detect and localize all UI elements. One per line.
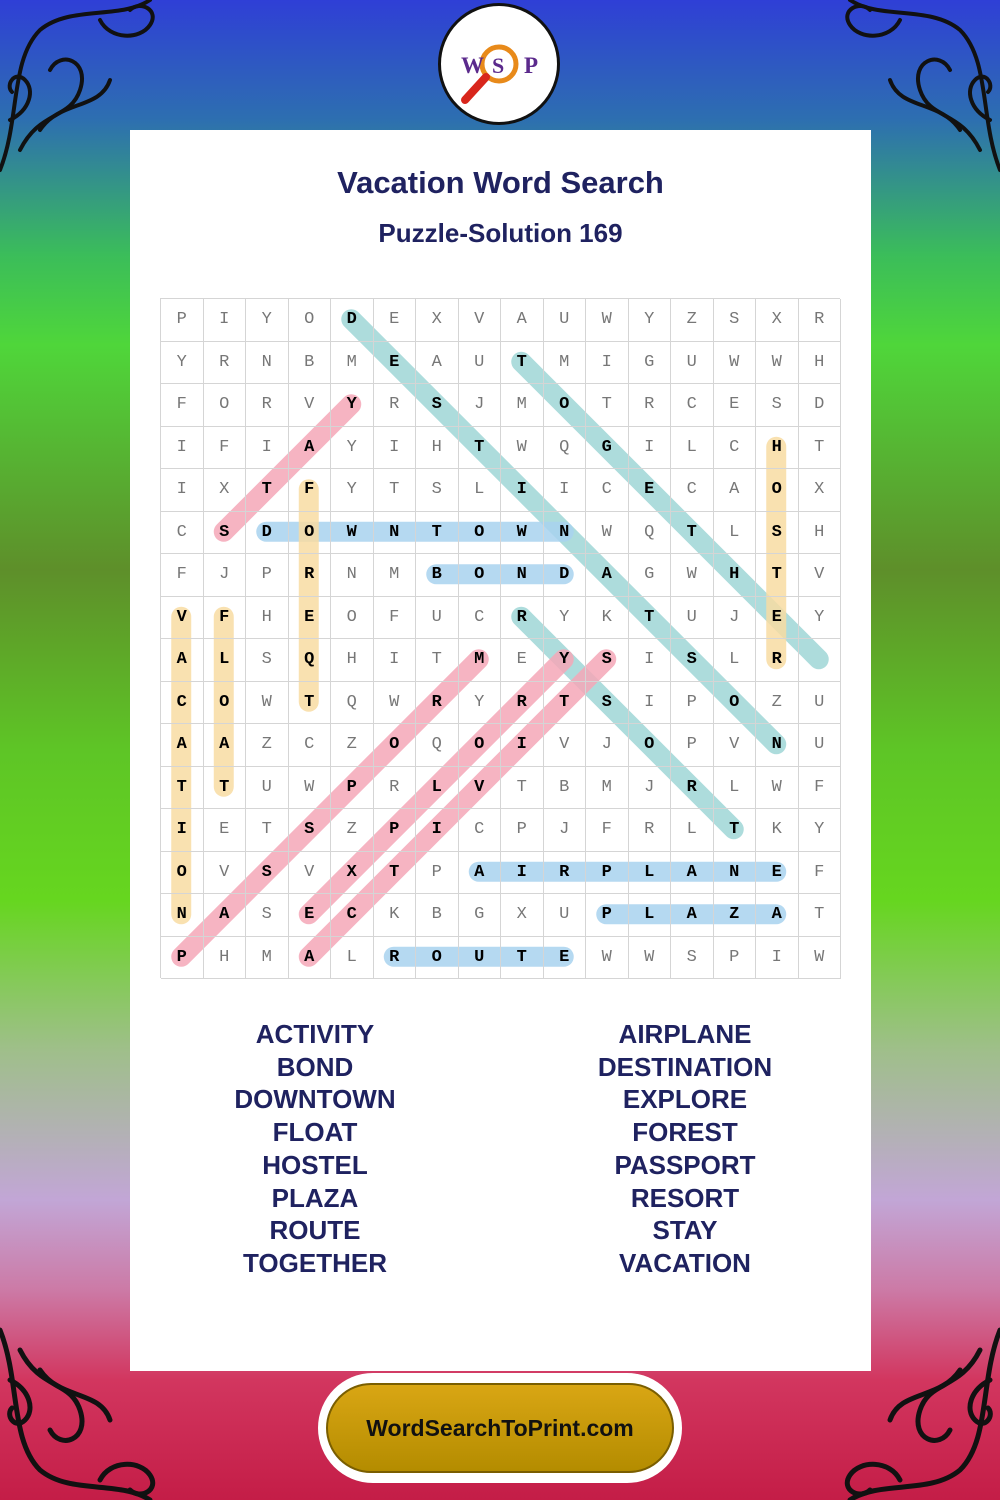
grid-cell[interactable]: S [246, 894, 289, 937]
grid-cell[interactable]: I [501, 469, 544, 512]
word-list-item: VACATION [619, 1247, 751, 1278]
grid-cell[interactable]: V [161, 597, 204, 640]
grid-cell[interactable]: F [204, 427, 247, 470]
page-subtitle: Puzzle-Solution 169 [378, 218, 623, 248]
grid-cell[interactable]: J [459, 384, 502, 427]
grid-cell[interactable]: E [714, 384, 757, 427]
grid-cell[interactable]: O [204, 384, 247, 427]
grid-cell[interactable]: F [799, 767, 842, 810]
grid-cell[interactable]: B [544, 767, 587, 810]
grid-cell[interactable]: W [246, 682, 289, 725]
grid-cell[interactable]: U [246, 767, 289, 810]
grid-cell[interactable]: Y [629, 299, 672, 342]
grid-cell[interactable]: L [629, 852, 672, 895]
grid-cell[interactable]: L [331, 937, 374, 980]
grid-cell[interactable]: T [501, 342, 544, 385]
grid-cell[interactable]: Z [756, 682, 799, 725]
grid-cell[interactable]: B [416, 554, 459, 597]
word-list-left [130, 1018, 500, 1280]
grid-cell[interactable]: I [629, 639, 672, 682]
grid-cell[interactable]: R [629, 809, 672, 852]
website-link-face[interactable] [326, 1383, 674, 1473]
grid-cell[interactable]: S [586, 639, 629, 682]
grid-cell[interactable]: V [204, 852, 247, 895]
grid-cell[interactable]: K [374, 894, 417, 937]
word-list-item: PLAZA [271, 1182, 359, 1213]
grid-cell[interactable]: Z [671, 299, 714, 342]
grid-cell[interactable]: U [459, 342, 502, 385]
grid-cell[interactable]: P [714, 937, 757, 980]
grid-cell[interactable]: S [204, 512, 247, 555]
word-list-item: EXPLORE [622, 1084, 748, 1115]
grid-cell[interactable]: F [374, 597, 417, 640]
grid-cell[interactable]: R [544, 852, 587, 895]
grid-cell[interactable]: U [671, 597, 714, 640]
grid-cell[interactable]: W [629, 937, 672, 980]
grid-cell[interactable]: P [246, 554, 289, 597]
grid-cell[interactable]: A [161, 639, 204, 682]
grid-cell[interactable]: O [161, 852, 204, 895]
grid-cell[interactable]: T [416, 512, 459, 555]
grid-cell[interactable]: F [161, 554, 204, 597]
grid-cell[interactable]: L [459, 469, 502, 512]
grid-cell[interactable]: D [246, 512, 289, 555]
grid-cell[interactable]: R [629, 384, 672, 427]
grid-cell[interactable]: W [671, 554, 714, 597]
grid-cell[interactable]: A [501, 299, 544, 342]
grid-cell[interactable]: D [331, 299, 374, 342]
grid-cell[interactable]: H [799, 342, 842, 385]
page-title: Vacation Word Search [337, 165, 664, 200]
grid-cell[interactable]: Z [714, 894, 757, 937]
grid-cell[interactable]: W [501, 512, 544, 555]
grid-cell[interactable]: C [459, 809, 502, 852]
word-list-item: PASSPORT [614, 1149, 756, 1180]
grid-cell[interactable]: Z [331, 724, 374, 767]
word-list-item: DOWNTOWN [234, 1084, 396, 1115]
grid-cell[interactable]: S [586, 682, 629, 725]
grid-cell[interactable]: P [416, 852, 459, 895]
grid-cell[interactable]: F [204, 597, 247, 640]
grid-cell[interactable]: I [161, 427, 204, 470]
grid-cell[interactable]: T [246, 809, 289, 852]
grid-cell[interactable]: B [289, 342, 332, 385]
grid-cell[interactable]: Y [544, 639, 587, 682]
grid-cell[interactable]: C [161, 512, 204, 555]
grid-cell[interactable]: T [374, 469, 417, 512]
grid-cell[interactable]: Y [799, 809, 842, 852]
grid-cell[interactable]: S [671, 639, 714, 682]
grid-cell[interactable]: C [161, 682, 204, 725]
grid-cell[interactable]: T [586, 384, 629, 427]
grid-cell[interactable]: L [714, 512, 757, 555]
word-list-item: BOND [276, 1051, 354, 1082]
grid-cell[interactable]: A [671, 852, 714, 895]
grid-cell[interactable]: C [459, 597, 502, 640]
word-search-grid [160, 298, 840, 978]
grid-cell[interactable]: S [246, 852, 289, 895]
grid-cell[interactable]: V [799, 554, 842, 597]
grid-cell[interactable]: I [161, 469, 204, 512]
grid-cell[interactable]: C [714, 427, 757, 470]
grid-cell[interactable]: R [756, 639, 799, 682]
grid-cell[interactable]: X [331, 852, 374, 895]
grid-cell[interactable]: E [374, 342, 417, 385]
grid-cell[interactable]: O [331, 597, 374, 640]
grid-cell[interactable]: G [586, 427, 629, 470]
word-list-item: HOSTEL [262, 1149, 368, 1180]
grid-cell[interactable]: I [416, 809, 459, 852]
grid-cell[interactable]: R [501, 597, 544, 640]
grid-cell[interactable]: T [799, 427, 842, 470]
grid-cell[interactable]: E [289, 894, 332, 937]
grid-cell[interactable]: I [374, 639, 417, 682]
grid-cell[interactable]: B [416, 894, 459, 937]
grid-cell[interactable]: T [246, 469, 289, 512]
grid-cell[interactable]: M [586, 767, 629, 810]
grid-cell[interactable]: W [289, 767, 332, 810]
grid-cell[interactable]: A [671, 894, 714, 937]
grid-cell[interactable]: L [629, 894, 672, 937]
grid-cell[interactable]: M [501, 384, 544, 427]
grid-cell[interactable]: O [416, 937, 459, 980]
grid-cell[interactable]: X [204, 469, 247, 512]
grid-cell[interactable]: Q [544, 427, 587, 470]
grid-cell[interactable]: U [544, 299, 587, 342]
grid-cell[interactable]: C [671, 469, 714, 512]
grid-cell[interactable]: O [459, 554, 502, 597]
grid-cell[interactable]: U [459, 937, 502, 980]
puzzle-sheet [130, 130, 871, 1371]
grid-cell[interactable]: Y [161, 342, 204, 385]
logo-letter-w: W [461, 53, 484, 78]
grid-cell[interactable]: H [204, 937, 247, 980]
grid-cell[interactable]: M [459, 639, 502, 682]
grid-cell[interactable]: Q [416, 724, 459, 767]
grid-cell[interactable]: T [289, 682, 332, 725]
grid-cell[interactable]: W [586, 299, 629, 342]
grid-cell[interactable]: D [544, 554, 587, 597]
grid-cell[interactable]: S [416, 469, 459, 512]
logo-letter-s: S [492, 53, 505, 78]
grid-cell[interactable]: H [331, 639, 374, 682]
grid-cell[interactable]: H [246, 597, 289, 640]
grid-cell[interactable]: A [204, 894, 247, 937]
grid-cell[interactable]: P [671, 682, 714, 725]
word-list-item: TOGETHER [243, 1247, 387, 1278]
grid-cell[interactable]: D [799, 384, 842, 427]
word-list-item: FLOAT [272, 1117, 358, 1148]
grid-cell[interactable]: G [629, 554, 672, 597]
grid-cell[interactable]: N [331, 554, 374, 597]
grid-cell[interactable]: N [714, 852, 757, 895]
grid-cell[interactable]: I [544, 469, 587, 512]
grid-cell[interactable]: Z [331, 809, 374, 852]
grid-cell[interactable]: R [374, 384, 417, 427]
grid-cell[interactable]: Y [331, 384, 374, 427]
grid-cell[interactable]: L [714, 767, 757, 810]
grid-cell[interactable]: I [246, 427, 289, 470]
grid-cell[interactable]: Y [799, 597, 842, 640]
word-list-item: STAY [652, 1215, 718, 1246]
grid-cell[interactable]: T [501, 767, 544, 810]
grid-cell[interactable]: T [629, 597, 672, 640]
grid-cell[interactable]: E [756, 852, 799, 895]
grid-cell[interactable]: Y [331, 469, 374, 512]
grid-cell[interactable]: O [629, 724, 672, 767]
grid-cell[interactable]: Q [629, 512, 672, 555]
grid-cell[interactable]: P [374, 809, 417, 852]
grid-cell[interactable]: I [501, 852, 544, 895]
grid-cell[interactable]: M [544, 342, 587, 385]
grid-cell[interactable]: V [459, 299, 502, 342]
grid-cell[interactable]: P [586, 894, 629, 937]
grid-cell[interactable]: Y [246, 299, 289, 342]
grid-cell[interactable]: O [459, 724, 502, 767]
grid-cell[interactable]: W [756, 767, 799, 810]
grid-cell[interactable]: K [586, 597, 629, 640]
grid-cell[interactable]: O [459, 512, 502, 555]
grid-cell[interactable]: R [374, 937, 417, 980]
grid-cell[interactable]: N [161, 894, 204, 937]
grid-cell[interactable]: L [416, 767, 459, 810]
grid-cell[interactable]: P [161, 937, 204, 980]
grid-cell[interactable]: V [459, 767, 502, 810]
grid-cell[interactable]: U [416, 597, 459, 640]
grid-cell[interactable]: T [799, 894, 842, 937]
grid-cell[interactable]: P [586, 852, 629, 895]
grid-cell[interactable]: I [204, 299, 247, 342]
grid-cell[interactable] [799, 639, 842, 682]
grid-cell[interactable]: R [374, 767, 417, 810]
grid-cell[interactable]: A [459, 852, 502, 895]
grid-cell[interactable]: G [629, 342, 672, 385]
grid-cell[interactable]: U [671, 342, 714, 385]
grid-cell[interactable]: S [756, 384, 799, 427]
grid-cell[interactable]: R [204, 342, 247, 385]
grid-cell[interactable]: H [756, 427, 799, 470]
word-list-item: FOREST [632, 1117, 738, 1148]
grid-cell[interactable]: Y [544, 597, 587, 640]
grid-cell[interactable]: E [501, 639, 544, 682]
grid-cell[interactable]: T [374, 852, 417, 895]
grid-cell[interactable]: E [374, 299, 417, 342]
grid-cell[interactable]: A [714, 469, 757, 512]
grid-cell[interactable]: A [416, 342, 459, 385]
grid-cell[interactable]: E [204, 809, 247, 852]
grid-cell[interactable]: R [416, 682, 459, 725]
grid-cell[interactable]: S [416, 384, 459, 427]
grid-cell[interactable]: Y [459, 682, 502, 725]
grid-cell[interactable]: T [714, 809, 757, 852]
grid-cell[interactable]: T [459, 427, 502, 470]
grid-cell[interactable]: A [204, 724, 247, 767]
grid-cell[interactable]: N [246, 342, 289, 385]
grid-cell[interactable]: S [289, 809, 332, 852]
grid-cell[interactable]: H [799, 512, 842, 555]
grid-cell[interactable]: I [501, 724, 544, 767]
grid-cell[interactable]: S [246, 639, 289, 682]
grid-cell[interactable]: F [289, 469, 332, 512]
grid-cell[interactable]: Y [331, 427, 374, 470]
grid-cell[interactable]: T [544, 682, 587, 725]
grid-cell[interactable]: H [714, 554, 757, 597]
grid-cell[interactable]: J [544, 809, 587, 852]
grid-cell[interactable]: Z [246, 724, 289, 767]
grid-cell[interactable]: X [501, 894, 544, 937]
grid-cell[interactable]: O [544, 384, 587, 427]
grid-cell[interactable]: J [629, 767, 672, 810]
grid-cell[interactable]: I [374, 427, 417, 470]
grid-cell[interactable]: Q [331, 682, 374, 725]
grid-cell[interactable]: C [289, 724, 332, 767]
grid-cell[interactable]: Q [289, 639, 332, 682]
grid-cell[interactable]: N [544, 512, 587, 555]
grid-cell[interactable]: K [756, 809, 799, 852]
grid-cell[interactable]: G [459, 894, 502, 937]
word-list-item: AIRPLANE [618, 1019, 752, 1049]
grid-cell[interactable]: H [416, 427, 459, 470]
grid-cell[interactable]: M [331, 342, 374, 385]
grid-cell[interactable]: L [671, 427, 714, 470]
grid-cell[interactable]: T [416, 639, 459, 682]
grid-cell[interactable]: A [289, 427, 332, 470]
grid-cell[interactable]: P [161, 299, 204, 342]
grid-cell[interactable]: J [714, 597, 757, 640]
grid-cell[interactable]: L [204, 639, 247, 682]
grid-cell[interactable]: O [289, 299, 332, 342]
grid-cell[interactable]: O [714, 682, 757, 725]
grid-cell[interactable]: V [289, 384, 332, 427]
word-list-item: ACTIVITY [255, 1019, 375, 1049]
word-list-item: DESTINATION [597, 1051, 773, 1082]
grid-cell[interactable]: U [544, 894, 587, 937]
grid-cell[interactable]: O [204, 682, 247, 725]
grid-cell[interactable]: R [671, 767, 714, 810]
grid-cell[interactable]: L [671, 809, 714, 852]
grid-cell[interactable]: T [671, 512, 714, 555]
grid-cell[interactable]: T [756, 554, 799, 597]
grid-cell[interactable]: I [586, 342, 629, 385]
grid-cell[interactable]: V [544, 724, 587, 767]
grid-cell[interactable]: C [671, 384, 714, 427]
grid-cell[interactable]: S [756, 512, 799, 555]
grid-cell[interactable]: S [714, 299, 757, 342]
grid-cell[interactable]: T [161, 767, 204, 810]
word-list-right [500, 1018, 870, 1280]
grid-cell[interactable]: E [289, 597, 332, 640]
grid-cell[interactable]: U [799, 682, 842, 725]
grid-cell[interactable]: E [544, 937, 587, 980]
grid-cell[interactable]: C [331, 894, 374, 937]
grid-cell[interactable]: R [501, 682, 544, 725]
grid-cell[interactable]: W [756, 342, 799, 385]
grid-cell[interactable]: R [246, 384, 289, 427]
grid-cell[interactable]: O [756, 469, 799, 512]
grid-cell[interactable]: C [586, 469, 629, 512]
grid-cell[interactable]: T [501, 937, 544, 980]
logo-letter-p: P [524, 53, 539, 78]
grid-cell[interactable]: W [501, 427, 544, 470]
grid-cell[interactable]: U [799, 724, 842, 767]
grid-cell[interactable]: N [374, 512, 417, 555]
grid-cell[interactable]: W [714, 342, 757, 385]
grid-cell[interactable]: I [161, 809, 204, 852]
grid-cell[interactable]: R [289, 554, 332, 597]
grid-cell[interactable]: V [714, 724, 757, 767]
grid-cell[interactable]: N [756, 724, 799, 767]
grid-cell[interactable]: J [586, 724, 629, 767]
word-list-item: RESORT [630, 1182, 740, 1213]
grid-cell[interactable]: A [289, 937, 332, 980]
grid-cell[interactable]: P [331, 767, 374, 810]
grid-cell[interactable]: W [374, 682, 417, 725]
grid-cell[interactable]: X [416, 299, 459, 342]
grid-cell[interactable]: P [671, 724, 714, 767]
site-logo[interactable] [438, 3, 560, 125]
magnifier-logo-icon [441, 6, 557, 122]
grid-cell[interactable]: E [629, 469, 672, 512]
grid-cell[interactable]: F [586, 809, 629, 852]
grid-cell[interactable]: E [756, 597, 799, 640]
grid-cell[interactable]: X [756, 299, 799, 342]
grid-cell[interactable]: A [586, 554, 629, 597]
website-link-button[interactable] [318, 1373, 682, 1483]
grid-cell[interactable]: S [671, 937, 714, 980]
grid-cell[interactable]: R [799, 299, 842, 342]
grid-cell[interactable]: A [756, 894, 799, 937]
grid-cell[interactable]: I [756, 937, 799, 980]
grid-cell[interactable]: F [161, 384, 204, 427]
grid-cell[interactable]: J [204, 554, 247, 597]
grid-cell[interactable]: M [374, 554, 417, 597]
grid-cell[interactable]: N [501, 554, 544, 597]
grid-cell[interactable]: P [501, 809, 544, 852]
website-link-label: WordSearchToPrint.com [366, 1414, 634, 1441]
grid-cell[interactable]: I [629, 682, 672, 725]
word-list-item: ROUTE [269, 1215, 361, 1246]
grid-cell[interactable]: O [374, 724, 417, 767]
grid-cell[interactable]: T [204, 767, 247, 810]
grid-cell[interactable]: W [799, 937, 842, 980]
grid-cell[interactable]: M [246, 937, 289, 980]
grid-cell[interactable]: X [799, 469, 842, 512]
grid-cell[interactable]: W [586, 937, 629, 980]
grid-cell[interactable]: W [586, 512, 629, 555]
grid-cell[interactable]: I [629, 427, 672, 470]
grid-cell[interactable]: W [331, 512, 374, 555]
grid-cell[interactable]: A [161, 724, 204, 767]
grid-cell[interactable]: V [289, 852, 332, 895]
grid-cell[interactable]: F [799, 852, 842, 895]
grid-cell[interactable]: L [714, 639, 757, 682]
grid-cell[interactable]: O [289, 512, 332, 555]
